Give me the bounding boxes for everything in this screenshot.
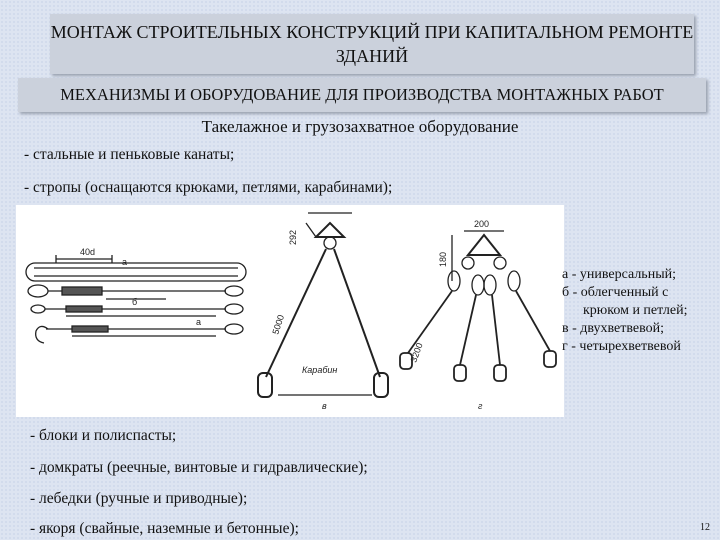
dim-label: a	[122, 257, 128, 267]
list-item: - якоря (свайные, наземные и бетонные);	[30, 520, 299, 537]
legend-item: а - универсальный;	[562, 267, 676, 282]
legend-item: в - двухветвевой;	[562, 321, 665, 336]
dim-label: 3200	[408, 341, 425, 364]
karabin-label: Карабин	[302, 365, 338, 375]
slide-subtitle: МЕХАНИЗМЫ И ОБОРУДОВАНИЕ ДЛЯ ПРОИЗВОДСТВА МОНТАЖНЫХ РАБОТ	[60, 85, 664, 104]
legend-item: б - облегченный с	[562, 285, 669, 300]
dim-label: 180	[438, 251, 448, 267]
list-item: - лебедки (ручные и приводные);	[30, 490, 248, 507]
slings-drawing	[16, 205, 564, 417]
dim-label: 292	[288, 229, 298, 245]
figure-legend	[562, 266, 688, 356]
legend-item: крюком и петлей;	[562, 303, 688, 318]
dim-label: 40d	[80, 247, 96, 257]
dim-label: б	[132, 297, 138, 307]
dim-label: a	[196, 317, 202, 327]
page-number: 12	[700, 522, 710, 533]
legend-item: г - четырехветвевой	[562, 339, 681, 354]
dim-label: 5000	[270, 313, 287, 336]
sling-label-v: в	[322, 401, 327, 411]
list-item: - стропы (оснащаются крюками, петлями, карабинами);	[24, 179, 393, 196]
sling-label-g: г	[478, 401, 483, 411]
slide-title-box	[50, 14, 694, 74]
slings-illustration	[16, 205, 564, 417]
slide-title: МОНТАЖ СТРОИТЕЛЬНЫХ КОНСТРУКЦИЙ ПРИ КАПИТАЛЬНОМ РЕМОНТЕ ЗДАНИЙ	[50, 22, 694, 66]
list-item: - домкраты (реечные, винтовые и гидравлические);	[30, 459, 368, 476]
list-item: - стальные и пеньковые канаты;	[24, 146, 235, 163]
slide-subtitle-box	[18, 78, 706, 112]
section-title: Такелажное и грузозахватное оборудование	[201, 117, 519, 136]
dim-label: 200	[474, 219, 490, 229]
list-item: - блоки и полиспасты;	[30, 427, 177, 444]
